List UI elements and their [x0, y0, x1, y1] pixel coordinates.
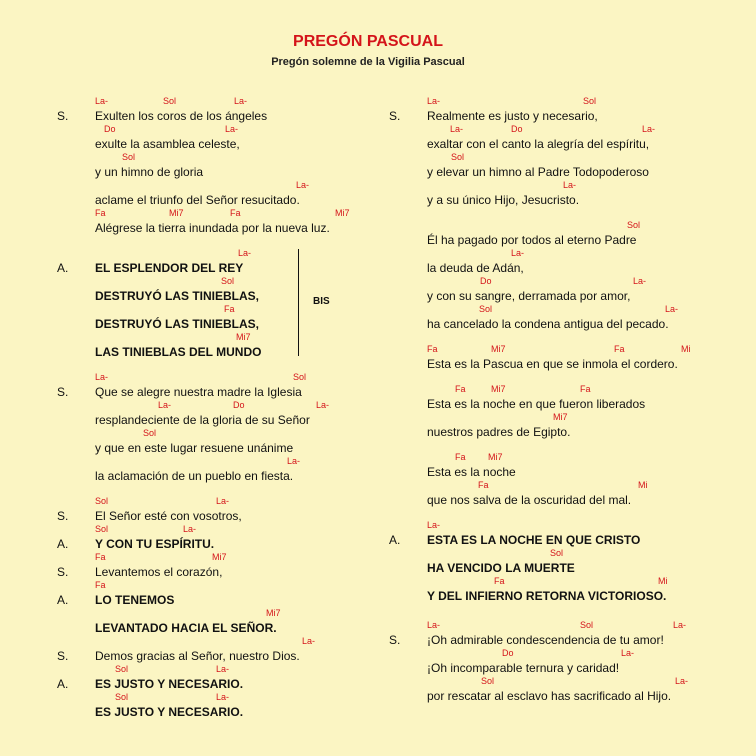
page-title: PREGÓN PASCUAL: [293, 33, 443, 50]
chord-label: Do: [502, 648, 514, 658]
lyric-line: Alégrese la tierra inundada por la nueva luz.: [95, 221, 330, 235]
speaker-marker: S.: [57, 385, 69, 399]
chord-label: Sol: [95, 496, 109, 506]
lyric-line: El Señor esté con vosotros,: [95, 509, 242, 523]
chord-label: Do: [511, 124, 523, 134]
chord-label: Fa: [224, 304, 235, 314]
assembly-response-line: ES JUSTO Y NECESARIO.: [95, 705, 244, 719]
chord-label: Fa: [580, 384, 591, 394]
chord-label: Sol: [583, 96, 597, 106]
bis-label: BIS: [313, 296, 330, 307]
assembly-response-line: EL ESPLENDOR DEL REY: [95, 261, 244, 275]
lyric-line: y a su único Hijo, Jesucristo.: [427, 193, 580, 207]
lyric-line: ha cancelado la condena antigua del pecado.: [427, 317, 669, 331]
chord-label: La-: [427, 620, 441, 630]
chord-label: Sol: [627, 220, 641, 230]
speaker-marker: A.: [57, 677, 69, 691]
chord-label: Fa: [478, 480, 489, 490]
assembly-response-line: LEVANTADO HACIA EL SEÑOR.: [95, 621, 277, 635]
lyric-line: Esta es la noche: [427, 465, 516, 479]
chord-label: La-: [427, 520, 441, 530]
assembly-response-line: LO TENEMOS: [95, 593, 175, 607]
chord-label: La-: [158, 400, 172, 410]
chord-label: La-: [673, 620, 687, 630]
chord-label: Fa: [455, 384, 466, 394]
chord-label: La-: [216, 664, 230, 674]
assembly-response-line: Y DEL INFIERNO RETORNA VICTORIOSO.: [427, 589, 667, 603]
lyric-line: ¡Oh incomparable ternura y caridad!: [427, 661, 620, 675]
lyric-line: Demos gracias al Señor, nuestro Dios.: [95, 649, 300, 663]
page-subtitle: Pregón solemne de la Vigilia Pascual: [271, 56, 465, 68]
assembly-response-line: LAS TINIEBLAS DEL MUNDO: [95, 345, 262, 359]
chord-label: La-: [216, 496, 230, 506]
chord-label: Mi7: [335, 208, 350, 218]
chord-label: La-: [225, 124, 239, 134]
chord-label: La-: [665, 304, 679, 314]
lyric-line: aclame el triunfo del Señor resucitado.: [95, 193, 300, 207]
chord-label: Sol: [479, 304, 493, 314]
chord-label: Mi7: [236, 332, 251, 342]
bis-bracket: [298, 249, 299, 356]
assembly-response-line: ES JUSTO Y NECESARIO.: [95, 677, 244, 691]
chord-label: La-: [563, 180, 577, 190]
lyric-line: nuestros padres de Egipto.: [427, 425, 571, 439]
chord-label: Mi7: [488, 452, 503, 462]
speaker-marker: S.: [389, 633, 401, 647]
chord-label: Mi7: [553, 412, 568, 422]
lyric-line: Esta es la Pascua en que se inmola el cordero.: [427, 357, 678, 371]
chord-label: Fa: [455, 452, 466, 462]
lyric-line: ¡Oh admirable condescendencia de tu amor!: [427, 633, 664, 647]
chord-label: La-: [296, 180, 310, 190]
chord-label: Sol: [115, 664, 129, 674]
chord-label: La-: [216, 692, 230, 702]
chord-label: Mi7: [266, 608, 281, 618]
chord-label: Mi7: [169, 208, 184, 218]
lyric-line: y un himno de gloria: [95, 165, 204, 179]
chord-label: Sol: [143, 428, 157, 438]
lyric-line: Exulten los coros de los ángeles: [95, 109, 268, 123]
assembly-response-line: DESTRUYÓ LAS TINIEBLAS,: [95, 289, 260, 303]
lyric-line: que nos salva de la oscuridad del mal.: [427, 493, 632, 507]
chord-label: Mi7: [491, 384, 506, 394]
chord-label: Sol: [550, 548, 564, 558]
lyric-line: resplandeciente de la gloria de su Señor: [95, 413, 310, 427]
chord-label: Mi: [658, 576, 668, 586]
chord-label: Do: [233, 400, 245, 410]
chord-label: Mi: [638, 480, 648, 490]
speaker-marker: S.: [57, 649, 69, 663]
speaker-marker: S.: [389, 109, 401, 123]
lyric-line: Realmente es justo y necesario,: [427, 109, 598, 123]
lyric-line: y que en este lugar resuene unánime: [95, 441, 294, 455]
chord-label: Fa: [230, 208, 241, 218]
chord-label: Sol: [481, 676, 495, 686]
lyric-line: Levantemos el corazón,: [95, 565, 223, 579]
chord-label: Mi: [681, 344, 691, 354]
assembly-response-line: HA VENCIDO LA MUERTE: [427, 561, 575, 575]
chord-label: Fa: [494, 576, 505, 586]
speaker-marker: A.: [57, 537, 69, 551]
lyric-line: Esta es la noche en que fueron liberados: [427, 397, 646, 411]
assembly-response-line: ESTA ES LA NOCHE EN QUE CRISTO: [427, 533, 641, 547]
chord-label: La-: [183, 524, 197, 534]
chord-label: La-: [621, 648, 635, 658]
chord-label: Sol: [122, 152, 136, 162]
assembly-response-line: Y CON TU ESPÍRITU.: [95, 537, 215, 551]
chord-label: Fa: [614, 344, 625, 354]
lyric-line: y elevar un himno al Padre Todopoderoso: [427, 165, 649, 179]
lyric-line: exulte la asamblea celeste,: [95, 137, 240, 151]
lyric-line: la aclamación de un pueblo en fiesta.: [95, 469, 294, 483]
lyric-line: Él ha pagado por todos al eterno Padre: [427, 233, 637, 247]
lyric-line: por rescatar al esclavo has sacrificado al Hijo.: [427, 689, 672, 703]
lyric-line: y con su sangre, derramada por amor,: [427, 289, 631, 303]
chord-label: Do: [480, 276, 492, 286]
chord-label: La-: [633, 276, 647, 286]
speaker-marker: S.: [57, 109, 69, 123]
chord-label: La-: [238, 248, 252, 258]
chord-label: Fa: [95, 208, 106, 218]
speaker-marker: A.: [389, 533, 401, 547]
chord-label: La-: [287, 456, 301, 466]
chord-label: Fa: [95, 552, 106, 562]
chord-label: Sol: [163, 96, 177, 106]
chord-label: Do: [104, 124, 116, 134]
chord-label: Fa: [95, 580, 106, 590]
chord-label: La-: [450, 124, 464, 134]
chord-label: Fa: [427, 344, 438, 354]
speaker-marker: A.: [57, 261, 69, 275]
chord-label: La-: [95, 372, 109, 382]
chord-label: La-: [427, 96, 441, 106]
chord-label: La-: [302, 636, 316, 646]
chord-label: Sol: [115, 692, 129, 702]
chord-label: Sol: [293, 372, 307, 382]
lyric-line: la deuda de Adán,: [427, 261, 524, 275]
chord-label: La-: [316, 400, 330, 410]
chord-label: Mi7: [212, 552, 227, 562]
lyric-line: exaltar con el canto la alegría del espíritu,: [427, 137, 650, 151]
assembly-response-line: DESTRUYÓ LAS TINIEBLAS,: [95, 317, 260, 331]
speaker-marker: S.: [57, 509, 69, 523]
speaker-marker: S.: [57, 565, 69, 579]
chord-label: Sol: [95, 524, 109, 534]
chord-label: Sol: [221, 276, 235, 286]
chord-label: Sol: [451, 152, 465, 162]
chord-label: Mi7: [491, 344, 506, 354]
chord-label: La-: [511, 248, 525, 258]
chord-label: La-: [95, 96, 109, 106]
chord-label: La-: [675, 676, 689, 686]
lyric-line: Que se alegre nuestra madre la Iglesia: [95, 385, 302, 399]
chord-label: La-: [234, 96, 248, 106]
speaker-marker: A.: [57, 593, 69, 607]
chord-label: Sol: [580, 620, 594, 630]
chord-label: La-: [642, 124, 656, 134]
